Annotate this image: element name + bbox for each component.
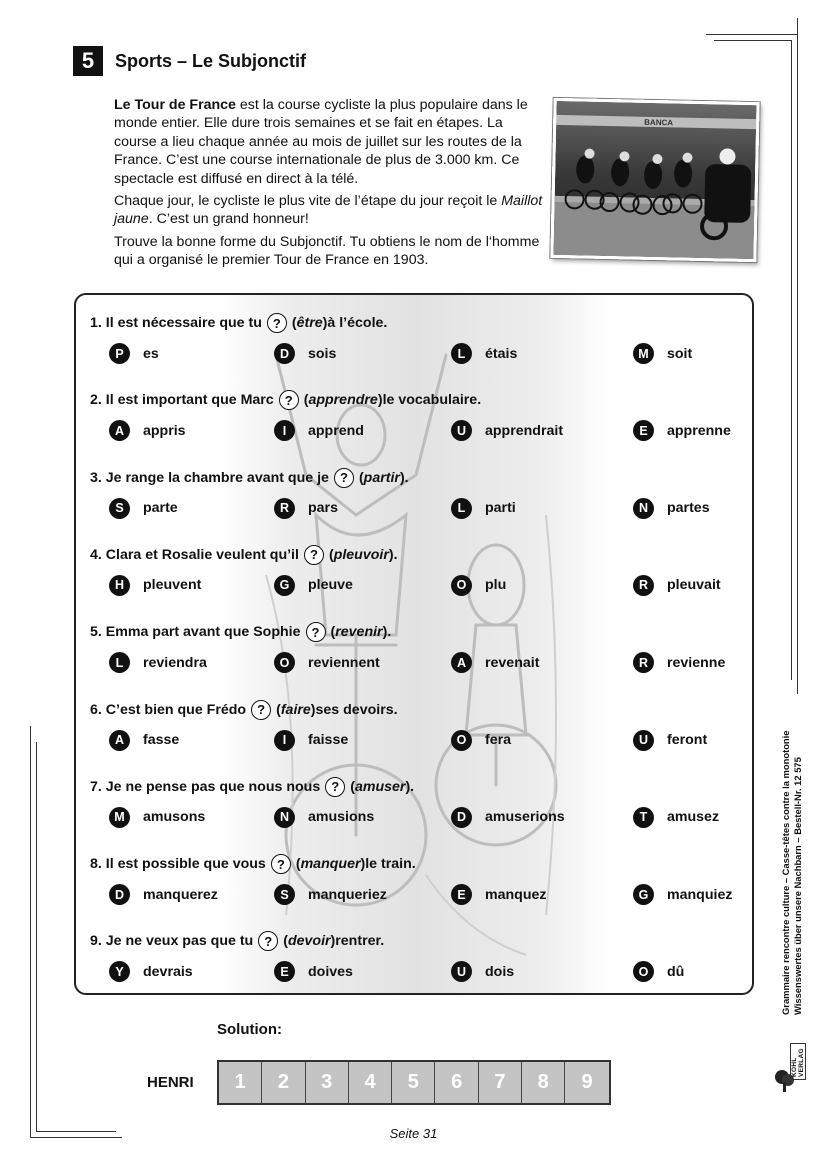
verb-hint: (faire) — [276, 701, 316, 718]
question-2 — [90, 390, 481, 410]
option-text: partes — [667, 500, 710, 517]
question-text: 6. C’est bien que Frédo — [90, 701, 247, 718]
answer-option[interactable] — [451, 498, 516, 519]
solution-cell[interactable]: 3 — [306, 1062, 349, 1103]
option-letter-badge: U — [633, 730, 654, 751]
question-mark-icon: ? — [271, 854, 291, 874]
question-text: 4. Clara et Rosalie veulent qu’il — [90, 546, 299, 563]
question-end: à l’école. — [327, 315, 388, 331]
exercise-box — [74, 293, 754, 995]
option-text: pleuve — [308, 577, 353, 594]
option-text: étais — [485, 345, 518, 362]
question-text: 8. Il est possible que vous — [90, 856, 266, 873]
answer-option[interactable] — [451, 961, 514, 982]
exercise-title: Sports – Le Subjonctif — [115, 51, 307, 71]
answer-option[interactable] — [633, 884, 732, 905]
solution-cell[interactable]: 2 — [262, 1062, 305, 1103]
page-number: Seite 31 — [389, 1126, 438, 1141]
question-mark-icon: ? — [267, 313, 287, 333]
question-text: 2. Il est important que Marc — [90, 392, 274, 409]
option-letter-badge: O — [451, 575, 472, 596]
question-3 — [90, 468, 409, 488]
answer-option[interactable] — [109, 961, 193, 982]
option-letter-badge: E — [633, 420, 654, 441]
option-text: amuserions — [485, 809, 565, 826]
verb-infinitive: être — [296, 315, 323, 331]
side-line-2: Wissenswertes über unsere Nachbarn – Bestell-Nr. 12 575 — [792, 757, 803, 1015]
option-text: amusez — [667, 809, 720, 826]
answer-option[interactable] — [451, 420, 563, 441]
option-letter-badge: O — [274, 652, 295, 673]
option-text: reviennent — [308, 654, 380, 671]
answer-option[interactable] — [109, 498, 178, 519]
option-text: apprendrait — [485, 422, 564, 439]
question-text: 5. Emma part avant que Sophie — [90, 624, 301, 641]
answer-option[interactable] — [451, 575, 506, 596]
option-text: reviendra — [143, 654, 207, 671]
answer-option[interactable] — [633, 420, 731, 441]
option-letter-badge: R — [274, 498, 295, 519]
option-letter-badge: E — [274, 961, 295, 982]
option-letter-badge: O — [633, 961, 654, 982]
option-text: devrais — [143, 963, 193, 980]
option-letter-badge: A — [451, 652, 472, 673]
option-text: feront — [667, 732, 708, 748]
option-text: plu — [485, 577, 507, 594]
question-mark-icon: ? — [258, 931, 278, 951]
verb-infinitive: apprendre — [308, 392, 378, 409]
option-letter-badge: H — [109, 575, 130, 596]
maillot-jaune-term: Maillot jaune — [114, 193, 543, 228]
question-mark-icon: ? — [325, 777, 345, 797]
verb-hint: (revenir) — [330, 624, 388, 641]
option-text: apprenne — [667, 422, 731, 439]
option-text: parti — [485, 500, 516, 517]
solution-cell[interactable]: 5 — [392, 1062, 435, 1103]
option-text: parte — [143, 500, 178, 517]
option-letter-badge: L — [109, 652, 130, 673]
intro-lead: Le Tour de France — [114, 97, 236, 113]
question-text: 3. Je range la chambre avant que je — [90, 469, 329, 486]
question-end: . — [404, 469, 409, 486]
option-text: fera — [485, 732, 512, 748]
question-end: . — [387, 624, 392, 641]
option-letter-badge: I — [274, 730, 295, 751]
verb-infinitive: devoir — [287, 933, 331, 950]
solution-cell[interactable]: 4 — [349, 1062, 392, 1103]
question-7 — [90, 777, 414, 797]
answer-option[interactable] — [633, 575, 721, 596]
question-text: 7. Je ne pense pas que nous nous — [90, 778, 321, 795]
question-4 — [90, 545, 398, 565]
option-text: dû — [667, 963, 685, 980]
answer-option[interactable] — [109, 575, 201, 596]
option-text: manquerez — [143, 886, 218, 903]
intro-p1-text: est la course cycliste la plus populaire dans le monde entier. Elle dure trois semaines et se fait en étapes. La course a lieu chaque année au mois de juillet sur les routes de la France. C’est une course internationale de plus de 3.000 km. Ce spectacle est diffusé en direct à la télé. — [114, 97, 528, 187]
option-text: sois — [308, 345, 337, 362]
answer-option[interactable] — [451, 807, 565, 828]
answer-option[interactable] — [274, 420, 364, 441]
solution-prefix: HENRI — [147, 1074, 194, 1091]
option-letter-badge: Y — [109, 961, 130, 982]
verb-infinitive: manquer — [300, 856, 361, 873]
option-letter-badge: S — [109, 498, 130, 519]
option-letter-badge: U — [451, 961, 472, 982]
question-end: le vocabulaire. — [382, 392, 482, 409]
option-text: faisse — [308, 732, 349, 748]
answer-option[interactable] — [109, 807, 205, 828]
verb-hint: (apprendre) — [303, 392, 383, 409]
option-letter-badge: U — [451, 420, 472, 441]
option-text: manquez — [485, 886, 547, 903]
answer-option[interactable] — [274, 807, 374, 828]
publisher-logo: KOHL VERLAG — [790, 1043, 806, 1080]
option-text: revenait — [485, 654, 540, 671]
question-mark-icon: ? — [334, 468, 354, 488]
option-letter-badge: T — [633, 807, 654, 828]
answer-option[interactable] — [274, 884, 387, 905]
solution-cell[interactable]: 6 — [435, 1062, 478, 1103]
side-publication-info — [780, 709, 804, 1015]
option-letter-badge: D — [274, 343, 295, 364]
intro-paragraph-2 — [114, 192, 546, 229]
answer-option[interactable] — [451, 884, 547, 905]
question-mark-icon: ? — [251, 700, 271, 720]
answer-option[interactable] — [274, 498, 338, 519]
svg-text:BANCA: BANCA — [644, 117, 674, 128]
answer-option[interactable] — [274, 730, 348, 751]
answer-option[interactable] — [109, 652, 207, 673]
option-letter-badge: M — [109, 807, 130, 828]
cycling-race-photo — [550, 98, 759, 262]
verb-hint: (amuser) — [350, 778, 411, 795]
solution-cell[interactable]: 8 — [522, 1062, 565, 1103]
intro-text — [114, 96, 546, 274]
option-letter-badge: N — [274, 807, 295, 828]
answer-option[interactable] — [633, 652, 725, 673]
frame-tick — [797, 18, 798, 38]
answer-option[interactable] — [451, 730, 511, 751]
answer-option[interactable] — [633, 730, 707, 751]
answer-option[interactable] — [109, 730, 179, 751]
exercise-number-badge: 5 — [73, 46, 103, 76]
option-text: soit — [667, 345, 693, 362]
answer-option[interactable] — [274, 343, 336, 364]
verb-infinitive: revenir — [335, 624, 383, 641]
verb-hint: (manquer) — [295, 856, 366, 873]
verb-infinitive: pleuvoir — [333, 546, 389, 563]
question-5 — [90, 622, 391, 642]
option-text: pars — [308, 500, 338, 517]
option-letter-badge: R — [633, 652, 654, 673]
option-letter-badge: G — [274, 575, 295, 596]
answer-option[interactable] — [109, 884, 218, 905]
answer-option[interactable] — [451, 343, 517, 364]
intro-p2-end: . C’est un grand honneur! — [148, 211, 309, 228]
question-end: ses devoirs. — [315, 701, 398, 718]
option-letter-badge: E — [451, 884, 472, 905]
option-letter-badge: L — [451, 343, 472, 364]
intro-p2-text: Chaque jour, le cycliste le plus vite de l’étape du jour reçoit le — [114, 193, 502, 210]
solution-label: Solution: — [217, 1021, 282, 1038]
option-text: doives — [308, 963, 353, 980]
option-letter-badge: D — [109, 884, 130, 905]
option-letter-badge: D — [451, 807, 472, 828]
verb-infinitive: amuser — [354, 778, 406, 795]
answer-option[interactable] — [109, 343, 159, 364]
question-mark-icon: ? — [306, 622, 326, 642]
option-text: manquiez — [667, 886, 733, 903]
answer-option[interactable] — [451, 652, 539, 673]
intro-paragraph-3: Trouve la bonne forme du Subjonctif. Tu obtiens le nom de l‘homme qui a organisé le premier Tour de France en 1903. — [114, 233, 540, 269]
question-text: 1. Il est nécessaire que tu — [90, 315, 262, 331]
option-letter-badge: R — [633, 575, 654, 596]
solution-grid — [217, 1060, 611, 1105]
answer-option[interactable] — [633, 498, 710, 519]
verb-hint: (être) — [291, 315, 328, 331]
option-text: pleuvait — [667, 577, 721, 594]
question-text: 9. Je ne veux pas que tu — [90, 933, 254, 950]
option-letter-badge: M — [633, 343, 654, 364]
question-9 — [90, 931, 384, 951]
answer-option[interactable] — [633, 343, 692, 364]
verb-hint: (devoir) — [283, 933, 336, 950]
option-text: es — [143, 345, 159, 362]
question-mark-icon: ? — [279, 390, 299, 410]
answer-option[interactable] — [633, 807, 719, 828]
side-line-1: Grammaire rencontre culture – Casse-têtes contre la monotonie — [780, 730, 791, 1015]
option-text: apprend — [308, 422, 364, 439]
answer-option[interactable] — [274, 652, 380, 673]
answer-option[interactable] — [109, 420, 186, 441]
solution-cell[interactable]: 1 — [219, 1062, 262, 1103]
solution-cell[interactable]: 9 — [565, 1062, 608, 1103]
option-letter-badge: G — [633, 884, 654, 905]
option-letter-badge: P — [109, 343, 130, 364]
option-letter-badge: A — [109, 420, 130, 441]
question-end: rentrer. — [335, 933, 385, 950]
option-text: manqueriez — [308, 886, 387, 903]
option-text: appris — [143, 422, 186, 439]
option-letter-badge: O — [451, 730, 472, 751]
verb-infinitive: partir — [363, 469, 400, 486]
option-letter-badge: N — [633, 498, 654, 519]
verb-hint: (pleuvoir) — [328, 546, 394, 563]
option-text: pleuvent — [143, 577, 202, 594]
answer-option[interactable] — [274, 575, 353, 596]
question-8 — [90, 854, 416, 874]
question-end: le train. — [365, 856, 416, 873]
verb-infinitive: faire — [280, 701, 311, 718]
question-mark-icon: ? — [304, 545, 324, 565]
option-text: fasse — [143, 732, 180, 748]
solution-cell[interactable]: 7 — [479, 1062, 522, 1103]
question-6 — [90, 700, 398, 720]
option-text: amusions — [308, 809, 375, 826]
option-text: revienne — [667, 654, 726, 671]
answer-option[interactable] — [274, 961, 353, 982]
question-end: . — [393, 546, 398, 563]
option-text: dois — [485, 963, 515, 980]
question-end: . — [410, 778, 415, 795]
option-letter-badge: L — [451, 498, 472, 519]
option-letter-badge: S — [274, 884, 295, 905]
answer-option[interactable] — [633, 961, 684, 982]
intro-paragraph-1 — [114, 96, 546, 188]
verb-hint: (partir) — [358, 469, 405, 486]
option-text: amusons — [143, 809, 206, 826]
question-1 — [90, 313, 387, 333]
option-letter-badge: I — [274, 420, 295, 441]
option-letter-badge: A — [109, 730, 130, 751]
